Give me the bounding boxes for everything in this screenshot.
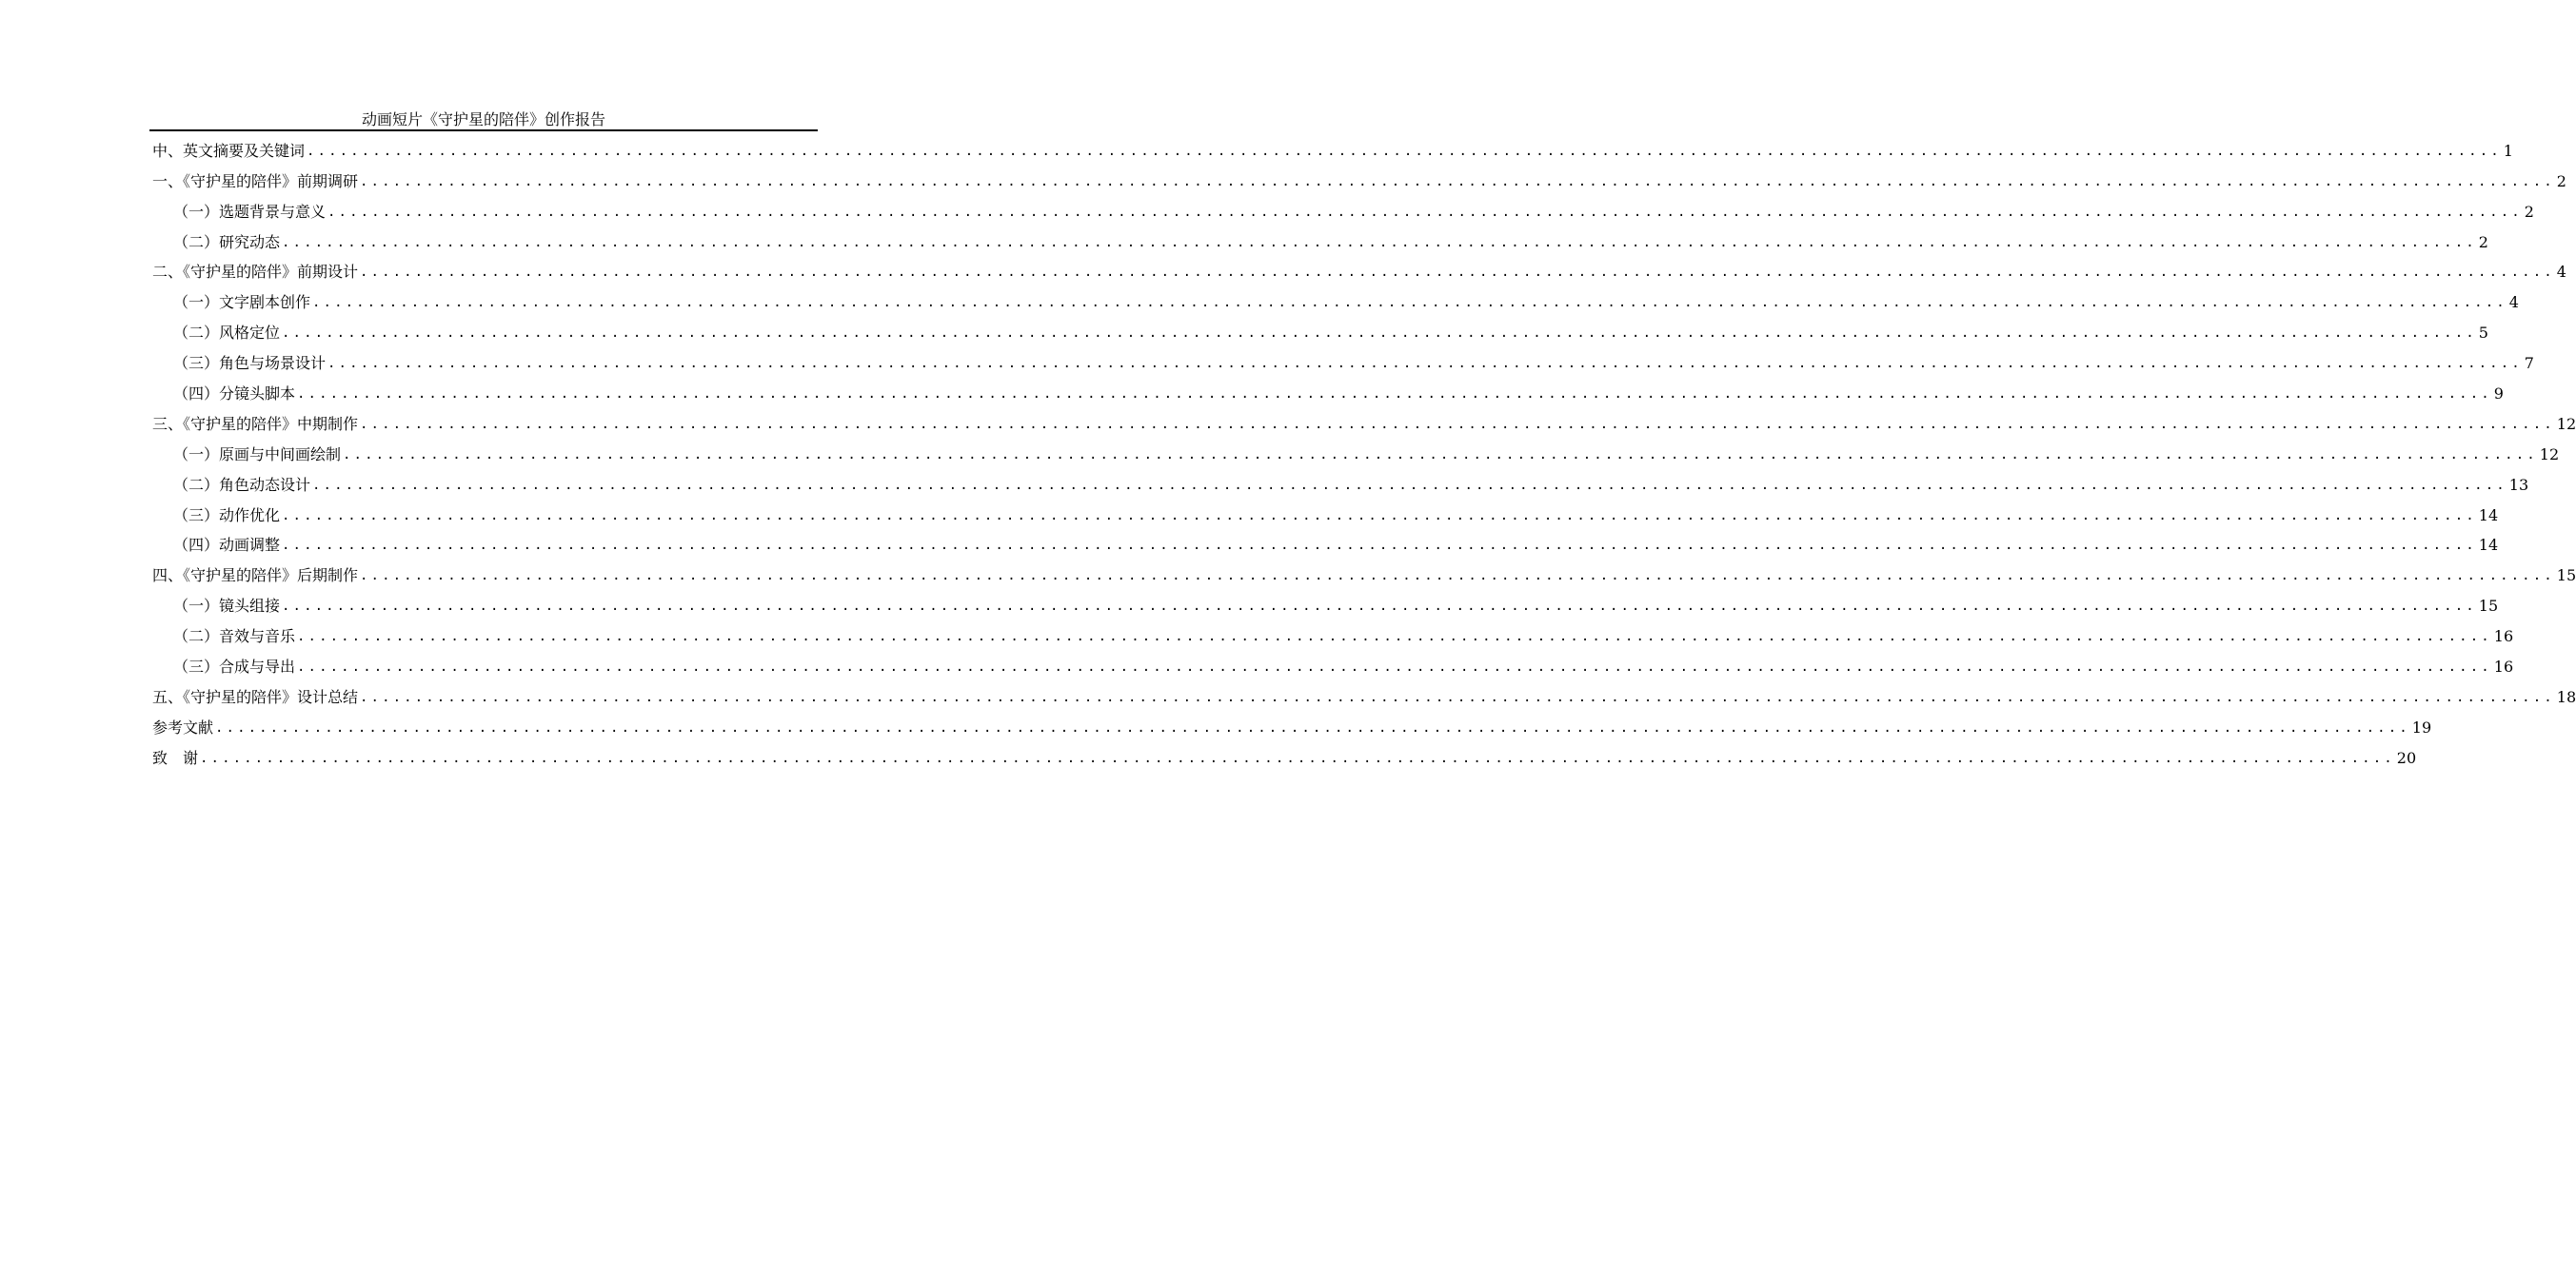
toc-entry xyxy=(152,528,2499,559)
toc-entry xyxy=(152,406,2576,437)
toc-entry-title: （四）动画调整 xyxy=(173,536,281,555)
toc-entry-title: （三）合成与导出 xyxy=(173,658,296,677)
toc-leader-dots: ........................................................................................................................................................................................................ xyxy=(282,507,2477,523)
toc-entry xyxy=(152,498,2499,528)
toc-entry-page: 4 xyxy=(2508,293,2519,312)
toc-entry xyxy=(152,376,2504,406)
toc-entry-title: 五、《守护星的陪伴》设计总结 xyxy=(152,687,359,706)
toc-leader-dots: ........................................................................................................................................................................................................ xyxy=(312,477,2507,493)
toc-entry-page: 12 xyxy=(2556,414,2576,433)
toc-leader-dots: ........................................................................................................................................................................................................ xyxy=(200,750,2395,766)
toc-leader-dots: ........................................................................................................................................................................................................ xyxy=(360,416,2555,432)
toc-entry-page: 15 xyxy=(2556,566,2576,585)
running-header: 动画短片《守护星的陪伴》创作报告 xyxy=(361,110,605,128)
toc-entry-title: （三）动作优化 xyxy=(173,505,281,524)
toc-entry-title: （二）角色动态设计 xyxy=(173,475,311,494)
toc-entry-page: 20 xyxy=(2396,748,2417,767)
toc-entry-page: 4 xyxy=(2556,263,2566,282)
toc-entry xyxy=(152,225,2488,255)
toc-leader-dots: ........................................................................................................................................................................................................ xyxy=(297,386,2492,403)
toc-entry-page: 2 xyxy=(2478,232,2488,251)
toc-entry xyxy=(152,588,2499,619)
toc-leader-dots: ........................................................................................................................................................................................................ xyxy=(297,629,2492,645)
toc-entry xyxy=(152,315,2488,345)
toc-entry-title: 二、《守护星的陪伴》前期设计 xyxy=(152,263,359,282)
toc-entry-page: 14 xyxy=(2478,536,2499,555)
toc-entry-title: （二）音效与音乐 xyxy=(173,627,296,646)
toc-entry-page: 14 xyxy=(2478,505,2499,524)
toc-entry xyxy=(152,619,2514,649)
toc-leader-dots: ........................................................................................................................................................................................................ xyxy=(307,143,2502,159)
toc-entry xyxy=(152,345,2534,376)
header-rule xyxy=(149,129,818,131)
toc-entry xyxy=(152,558,2576,588)
toc-entry-page: 13 xyxy=(2508,475,2529,494)
toc-entry-page: 2 xyxy=(2556,171,2566,190)
toc-leader-dots: ........................................................................................................................................................................................................ xyxy=(360,689,2555,705)
toc-entry xyxy=(152,255,2566,285)
toc-leader-dots: ........................................................................................................................................................................................................ xyxy=(312,295,2507,311)
toc-entry-title: 致 谢 xyxy=(152,748,199,767)
toc-entry-title: （一）选题背景与意义 xyxy=(173,202,327,221)
toc-entry-page: 2 xyxy=(2524,202,2534,221)
toc-entry xyxy=(152,649,2514,679)
toc-leader-dots: ........................................................................................................................................................................................................ xyxy=(360,265,2555,281)
toc-entry-title: （二）研究动态 xyxy=(173,232,281,251)
toc-entry-page: 1 xyxy=(2503,141,2513,160)
toc-leader-dots: ........................................................................................................................................................................................................ xyxy=(282,538,2477,554)
toc-entry-page: 18 xyxy=(2556,687,2576,706)
toc-entry xyxy=(152,164,2566,194)
toc-entry-title: （二）风格定位 xyxy=(173,324,281,343)
toc-entry-page: 16 xyxy=(2493,658,2514,677)
toc-leader-dots: ........................................................................................................................................................................................................ xyxy=(282,234,2477,250)
toc-leader-dots: ........................................................................................................................................................................................................ xyxy=(327,204,2523,220)
toc-leader-dots: ........................................................................................................................................................................................................ xyxy=(282,325,2477,342)
toc-entry-title: （一）文字剧本创作 xyxy=(173,293,311,312)
toc-leader-dots: ........................................................................................................................................................................................................ xyxy=(360,568,2555,584)
toc-entry xyxy=(152,679,2576,710)
toc-entry-title: （一）镜头组接 xyxy=(173,597,281,616)
toc-leader-dots: ........................................................................................................................................................................................................ xyxy=(327,356,2523,372)
toc-entry xyxy=(152,467,2529,498)
toc-entry xyxy=(152,194,2534,225)
toc-entry-title: 参考文献 xyxy=(152,718,214,737)
toc-entry xyxy=(152,285,2519,315)
toc-leader-dots: ........................................................................................................................................................................................................ xyxy=(360,173,2555,189)
toc-entry xyxy=(152,437,2560,467)
toc-entry-page: 19 xyxy=(2411,718,2432,737)
toc-entry-page: 15 xyxy=(2478,597,2499,616)
table-of-contents xyxy=(152,133,2576,771)
toc-entry-page: 9 xyxy=(2493,384,2504,403)
toc-entry-page: 5 xyxy=(2478,324,2488,343)
toc-entry xyxy=(152,740,2417,771)
toc-entry-title: 一、《守护星的陪伴》前期调研 xyxy=(152,171,359,190)
toc-entry xyxy=(152,710,2432,740)
toc-entry-page: 12 xyxy=(2539,444,2560,463)
toc-entry-page: 7 xyxy=(2524,354,2534,373)
toc-entry-title: 中、英文摘要及关键词 xyxy=(152,141,306,160)
toc-entry-page: 16 xyxy=(2493,627,2514,646)
toc-entry-title: （三）角色与场景设计 xyxy=(173,354,327,373)
toc-leader-dots: ........................................................................................................................................................................................................ xyxy=(343,446,2538,462)
toc-entry-title: 四、《守护星的陪伴》后期制作 xyxy=(152,566,359,585)
toc-entry-title: （一）原画与中间画绘制 xyxy=(173,444,342,463)
toc-leader-dots: ........................................................................................................................................................................................................ xyxy=(282,599,2477,615)
toc-leader-dots: ........................................................................................................................................................................................................ xyxy=(215,719,2410,736)
toc-entry xyxy=(152,133,2513,164)
toc-leader-dots: ........................................................................................................................................................................................................ xyxy=(297,659,2492,676)
toc-entry-title: （四）分镜头脚本 xyxy=(173,384,296,403)
toc-entry-title: 三、《守护星的陪伴》中期制作 xyxy=(152,414,359,433)
